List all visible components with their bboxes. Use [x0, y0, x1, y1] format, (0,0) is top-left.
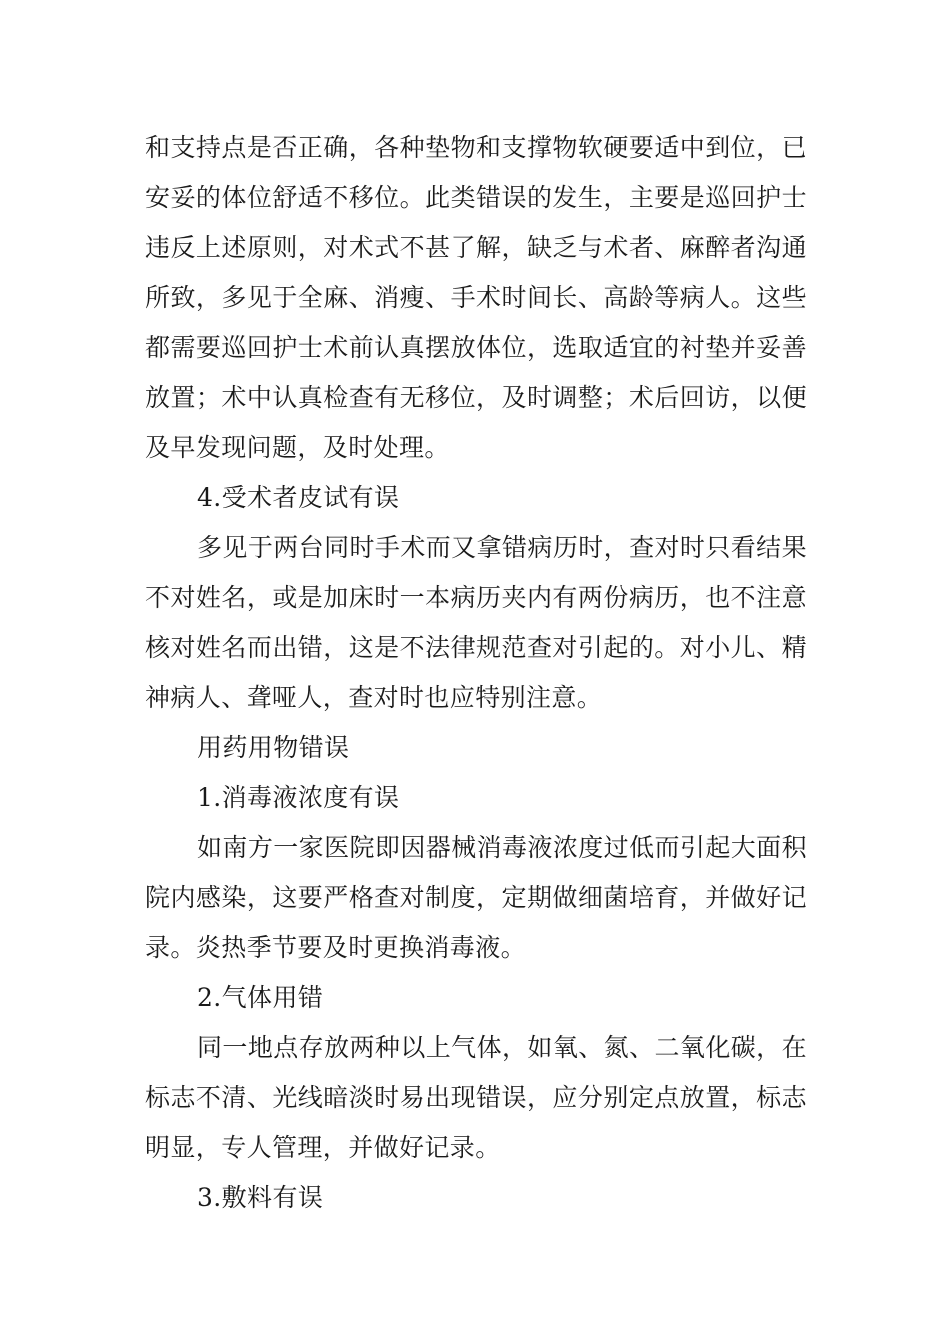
paragraph-body: 如南方一家医院即因器械消毒液浓度过低而引起大面积院内感染，这要严格查对制度，定期做细菌培育，并做好记录。炎热季节要及时更换消毒液。 [145, 833, 807, 962]
section-heading: 3.敷料有误 [197, 1183, 324, 1212]
paragraph-body: 多见于两台同时手术而又拿错病历时，查对时只看结果不对姓名，或是加床时一本病历夹内有两份病历，也不注意核对姓名而出错，这是不法律规范查对引起的。对小儿、精神病人、聋哑人，查对时也应特别注意。 [145, 533, 807, 712]
section-heading: 1.消毒液浓度有误 [197, 783, 400, 812]
section-heading: 4.受术者皮试有误 [197, 483, 400, 512]
paragraph-body: 和支持点是否正确，各种垫物和支撑物软硬要适中到位，已安妥的体位舒适不移位。此类错误的发生，主要是巡回护士违反上述原则，对术式不甚了解，缺乏与术者、麻醉者沟通所致，多见于全麻、消瘦、手术时间长、高龄等病人。这些都需要巡回护士术前认真摆放体位，选取适宜的衬垫并妥善放置；术中认真检查有无移位，及时调整；术后回访，以便及早发现问题，及时处理。 [145, 133, 807, 462]
section-heading: 2.气体用错 [197, 983, 324, 1012]
section-heading: 用药用物错误 [197, 733, 350, 762]
paragraph-body: 同一地点存放两种以上气体，如氧、氮、二氧化碳，在标志不清、光线暗淡时易出现错误，应分别定点放置，标志明显，专人管理，并做好记录。 [145, 1033, 807, 1162]
document-page [145, 123, 807, 1223]
